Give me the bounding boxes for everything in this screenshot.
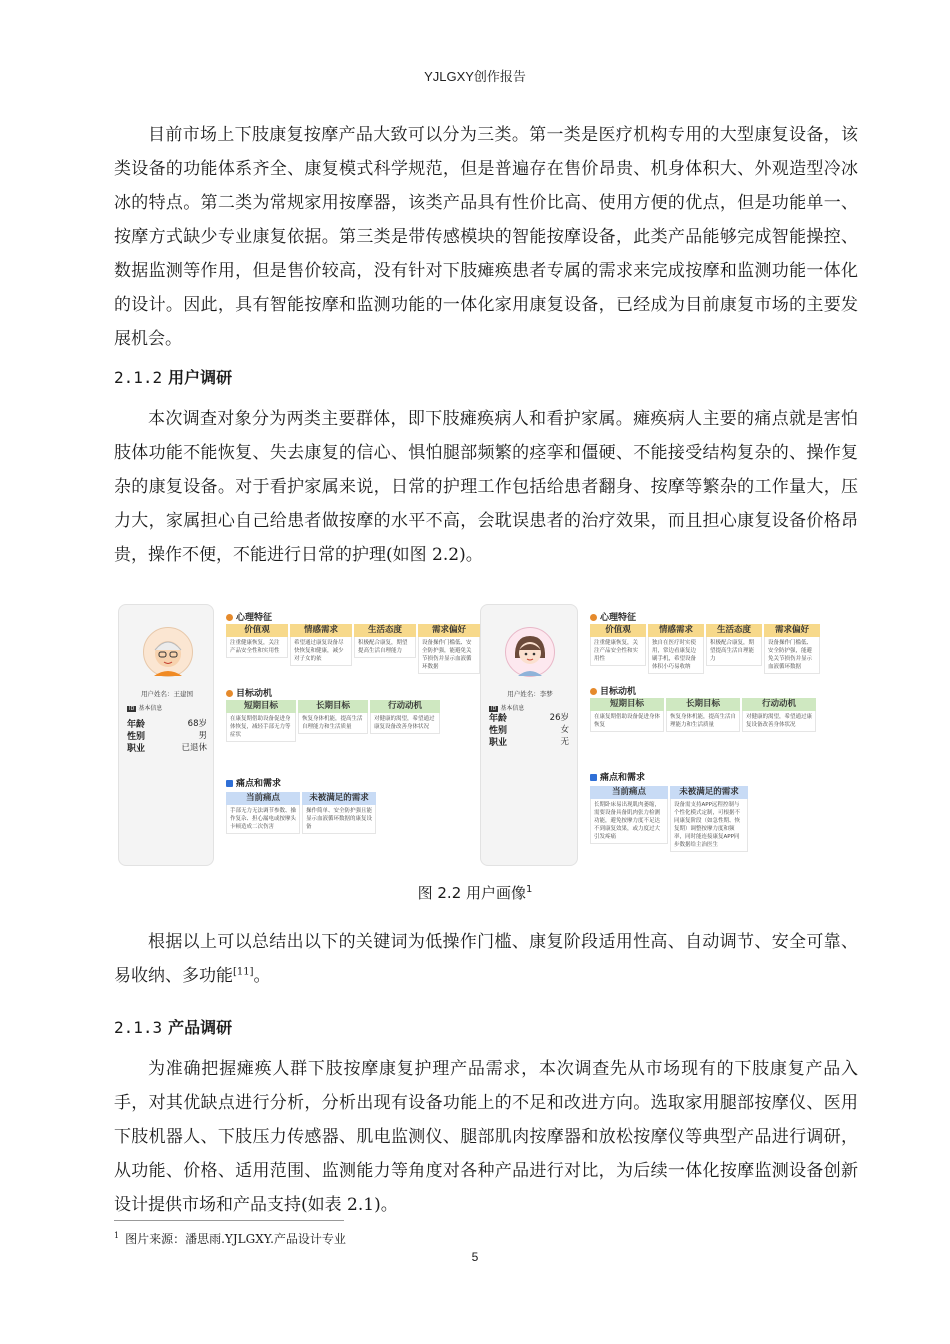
cell: 短期目标 在康复期借助设备促进身体恢复，减轻手部无力等症状 (226, 700, 296, 742)
section-title: 用户调研 (168, 368, 233, 387)
cell: 当前痛点 长期卧床易出现肌肉萎缩，需要设备具备肌肉张力检测功能，避免按摩力度不足达不到康复效果，或力度过大引发疼痛 (590, 786, 668, 852)
persona-card-b (480, 604, 830, 866)
footnote-divider (114, 1220, 344, 1221)
info-row-job: 职业 已退休 (127, 743, 207, 754)
figure-caption: 图 2.2 用户画像$^1$ (417, 884, 533, 902)
cell: 长期目标 恢复身体机能，提高生活自理能力和生活质量 (666, 698, 740, 732)
heart-icon (226, 614, 233, 621)
paragraph-user-research: 本次调查对象分为两类主要群体，即下肢瘫痪病人和看护家属。瘫痪病人主要的痛点就是害怕肢体功能不能恢复、失去康复的信心、惧怕腿部频繁的痉挛和僵硬、不能接受结构复杂的、操作复杂的康复设备。对于看护家属来说，日常的护理工作包括给患者翻身、按摩等繁杂的工作量大，压力大，家属担心自己给患者做按摩的水平不高，会耽误患者的治疗效果，而且担心康复设备价格昂贵，操作不便，不能进行日常的护理(如图 2.2)。 (114, 409, 858, 565)
pain-grid (226, 792, 376, 834)
cell: 生活态度 积极配合康复，期望提高生活自理能力 (354, 624, 416, 674)
cell: 未被满足的需求 设备需支持APP远程控制与个性化模式定制，可根据不同康复阶段（如急性期、恢复期）调整按摩力度和频率，同时能连接康复APP同步数据给主治医生 (670, 786, 748, 852)
cell: 当前痛点 手部无力无法调节参数、操作复杂、担心漏电或按摩头卡顿造成二次伤害 (226, 792, 300, 834)
id-card-icon: ID (129, 706, 135, 712)
avatar-young-woman-icon (505, 627, 555, 677)
checkbox-icon (226, 780, 233, 787)
basic-info-label: ID 基本信息 (491, 705, 525, 712)
persona-sidebar (118, 604, 214, 866)
section-pain-points: 痛点和需求 (590, 770, 645, 783)
cell: 短期目标 在康复期借助设备促进身体恢复 (590, 698, 664, 732)
section-psychology: 心理特征 (590, 610, 636, 623)
psychology-grid (590, 624, 820, 674)
target-icon (226, 690, 233, 697)
section-heading-user-research (114, 365, 232, 388)
cell: 长期目标 恢复身体机能，提高生活自理能力和生活质量 (298, 700, 368, 742)
cell: 生活态度 积极配合康复，期望提高生活自理能力 (706, 624, 762, 674)
paragraph-product-research: 为准确把握瘫痪人群下肢按摩康复护理产品需求，本次调查先从市场现有的下肢康复产品入手，对其优缺点进行分析，分析出现有设备功能上的不足和改进方向。选取家用腿部按摩仪、医用下肢机器人、下肢压力传感器、肌电监测仪、腿部肌肉按摩器和放松按摩仪等典型产品进行调研，从功能、价格、适用范围、监测能力等角度对各种产品进行对比，为后续一体化按摩监测设备创新设计提供市场和产品支持(如表 2.1)。 (114, 1059, 858, 1215)
psychology-grid (226, 624, 480, 674)
footnote: $^1$ 图片来源：潘思雨.YJLGXY.产品设计专业 (114, 1231, 346, 1246)
paragraph-keywords: 根据以上可以总结出以下的关键词为低操作门槛、康复阶段适用性高、自动调节、安全可靠、易收纳、多功能[11]。 (114, 932, 858, 986)
cell: 情感需求 希望通过康复设备尽快恢复和健康，减少对子女的依 (290, 624, 352, 674)
cell: 价值观 注重健康恢复，关注产品安全性和实用性 (226, 624, 288, 674)
cell: 未被满足的需求 操作简单、安全防护强且能显示血液循环数据的康复设备 (302, 792, 376, 834)
pain-grid (590, 786, 748, 852)
persona-name: 用户姓名：李梦 (507, 690, 553, 698)
paragraph-market: 目前市场上下肢康复按摩产品大致可以分为三类。第一类是医疗机构专用的大型康复设备，该类设备的功能体系齐全、康复模式科学规范，但是普遍存在售价昂贵、机身体积大、外观造型冷冰冰的特点。第二类为常规家用按摩器，该类产品具有性价比高、使用方便的优点，但是功能单一、按摩方式缺少专业康复依据。第三类是带传感模块的智能按摩设备，此类产品能够完成智能操控、数据监测等作用，但是售价较高，没有针对下肢瘫痪患者专属的需求来完成按摩和监测功能一体化的设计。因此，具有智能按摩和监测功能的一体化家用康复设备，已经成为目前康复市场的主要发展机会。 (114, 125, 858, 349)
page-number: 5 (471, 1250, 479, 1264)
section-number: 2.1.2 (114, 368, 163, 387)
target-icon (590, 688, 597, 695)
heart-icon (590, 614, 597, 621)
cell: 价值观 注重健康恢复，关注产品安全性和实用性 (590, 624, 646, 674)
cell: 情感需求 独自在医疗时实使用，常边看康复边刷手机，希望设备体积小巧易收纳 (648, 624, 704, 674)
avatar-elderly-man-icon (143, 627, 193, 677)
section-number: 2.1.3 (114, 1018, 163, 1037)
cell: 需求偏好 设备操作门槛低、安全防护强，能避免关节损伤并显示血液循环数据 (764, 624, 820, 674)
persona-card-a (118, 604, 472, 866)
basic-info-label: ID 基本信息 (129, 705, 163, 712)
section-heading-product-research (114, 1015, 232, 1038)
cell: 行动动机 对健康的渴望，希望通过康复设备改善身体状况 (370, 700, 440, 742)
cell: 行动动机 对健康的渴望，希望通过康复设备改善身体状况 (742, 698, 816, 732)
page-header: YJLGXY创作报告 (424, 69, 526, 84)
section-title: 产品调研 (168, 1018, 233, 1037)
info-row-job: 职业 无 (489, 737, 569, 748)
goals-grid (226, 700, 440, 742)
section-pain-points: 痛点和需求 (226, 776, 281, 789)
persona-sidebar (480, 604, 578, 866)
goals-grid (590, 698, 816, 732)
section-goals: 目标动机 (590, 684, 636, 697)
info-row-age: 年龄 26岁 (489, 713, 569, 724)
info-row-age: 年龄 68岁 (127, 719, 207, 730)
citation-ref[interactable]: [11] (233, 966, 254, 978)
info-row-gender: 性别 女 (489, 725, 569, 736)
persona-name: 用户姓名：王建国 (141, 690, 193, 698)
section-psychology: 心理特征 (226, 610, 272, 623)
cell: 需求偏好 设备操作门槛低、安全防护强，能避免关节损伤并显示血液循环数据 (418, 624, 480, 674)
id-card-icon: ID (491, 706, 497, 712)
checkbox-icon (590, 774, 597, 781)
info-row-gender: 性别 男 (127, 731, 207, 742)
section-goals: 目标动机 (226, 686, 272, 699)
